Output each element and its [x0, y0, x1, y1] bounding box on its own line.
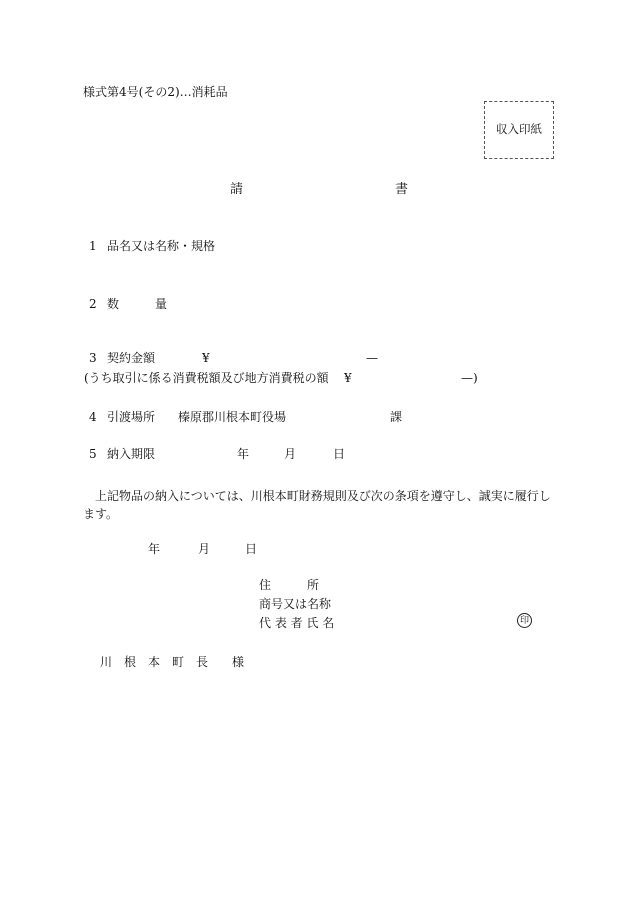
date-year: 年: [148, 542, 161, 556]
delivery-place: 榛原郡川根本町役場: [178, 410, 287, 424]
form-number: 様式第4号(その2)…消耗品: [83, 85, 228, 99]
item-4-label: 引渡場所: [107, 410, 156, 424]
item-3-label: 契約金額: [107, 351, 156, 365]
tax-note-end: —): [461, 371, 478, 385]
seal-mark: 印: [517, 613, 532, 628]
title-left-char: 請: [230, 182, 244, 197]
addressee: 川 根 本 町 長 様: [100, 655, 245, 669]
body-paragraph: 上記物品の納入については、川根本町財務規則及び次の条項を遵守し、誠実に履行します。: [83, 489, 551, 521]
date-month: 月: [198, 542, 211, 556]
item-2-number: 2: [89, 297, 97, 311]
item-1-number: 1: [89, 239, 97, 253]
deadline-day: 日: [333, 447, 346, 461]
item-5-label: 納入期限: [107, 447, 156, 461]
date-day: 日: [245, 542, 258, 556]
deadline-month: 月: [284, 447, 297, 461]
signer-representative-label: 代 表 者 氏 名: [259, 616, 335, 630]
item-2-label: 数 量: [107, 297, 168, 311]
item-5-number: 5: [89, 447, 97, 461]
revenue-stamp-label: 収入印紙: [496, 122, 542, 136]
deadline-year: 年: [237, 447, 250, 461]
tax-note-yen: ¥: [344, 371, 352, 385]
item-3-number: 3: [89, 351, 97, 365]
delivery-dept-suffix: 課: [390, 410, 403, 424]
contract-amount-dash: —: [366, 351, 378, 365]
item-4-number: 4: [89, 410, 97, 424]
tax-note-text: (うち取引に係る消費税額及び地方消費税の額: [84, 371, 329, 385]
revenue-stamp-box: [484, 101, 554, 159]
contract-amount-yen: ¥: [202, 351, 210, 365]
signer-address-label: 住 所: [259, 578, 320, 592]
item-1-label: 品名又は名称・規格: [107, 239, 216, 253]
signer-company-label: 商号又は名称: [259, 597, 332, 611]
title-right-char: 書: [395, 182, 409, 197]
